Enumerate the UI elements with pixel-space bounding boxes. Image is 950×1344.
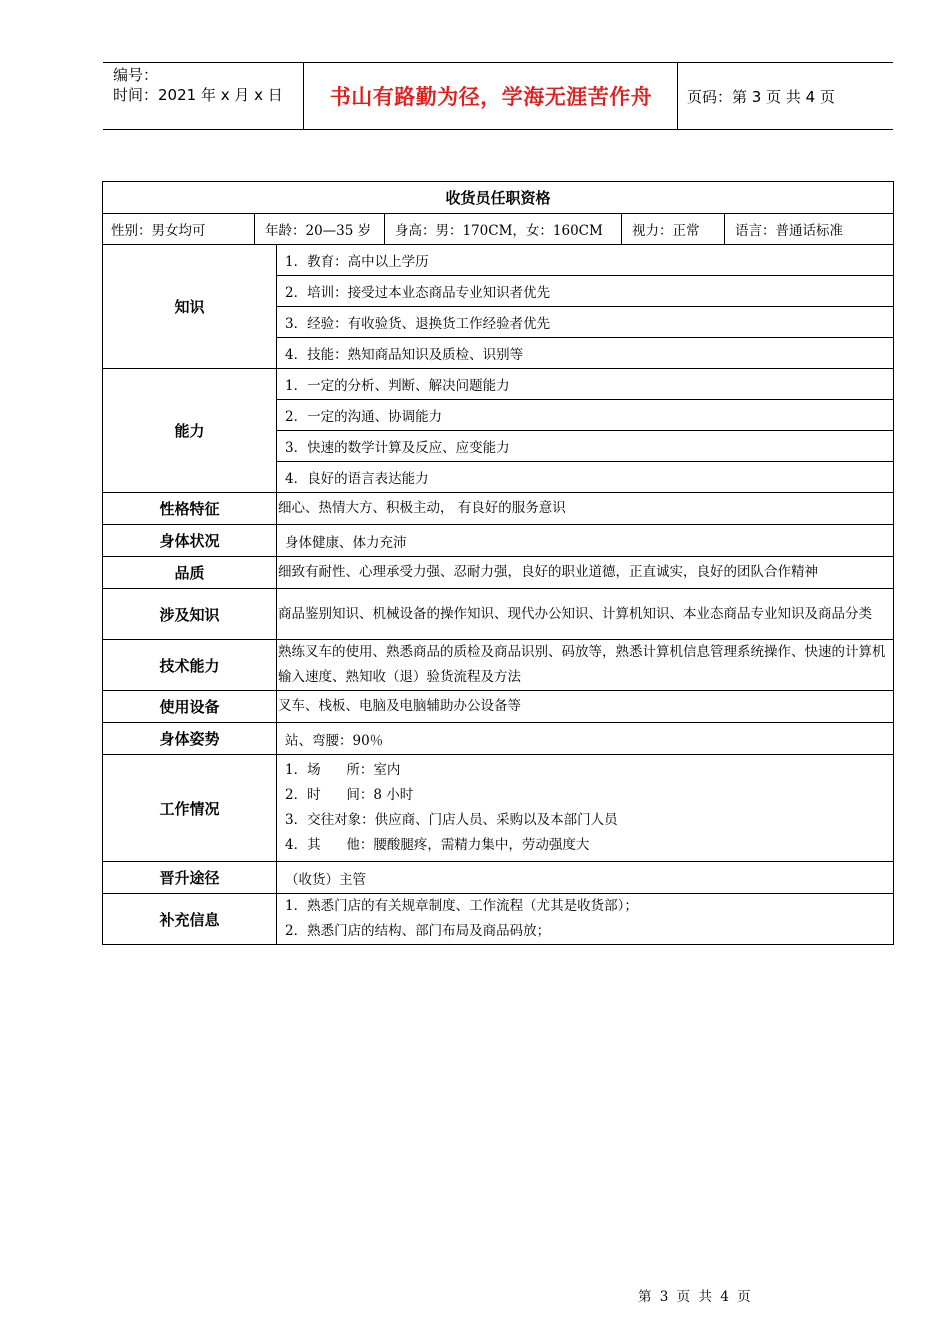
language-requirement: 语言：普通话标准 bbox=[735, 223, 843, 239]
ability-row bbox=[103, 369, 894, 400]
supplement-row bbox=[103, 894, 894, 945]
supplement-line: 2．熟悉门店的结构、部门布局及商品码放； bbox=[285, 923, 551, 939]
equipment-row bbox=[103, 691, 894, 723]
ability-item: 4．良好的语言表达能力 bbox=[277, 462, 894, 493]
supplement-line: 1．熟悉门店的有关规章制度、工作流程（尤其是收货部）； bbox=[285, 898, 638, 914]
knowledge-item: 4．技能：熟知商品知识及质检、识别等 bbox=[277, 338, 894, 369]
ability-item: 3．快速的数学计算及反应、应变能力 bbox=[277, 431, 894, 462]
health-label: 身体状况 bbox=[103, 525, 277, 557]
related-knowledge-row bbox=[103, 589, 894, 640]
gender-requirement: 性别：男女均可 bbox=[103, 214, 255, 244]
posture-row bbox=[103, 723, 894, 755]
ability-item: 2．一定的沟通、协调能力 bbox=[277, 400, 894, 431]
page-footer: 第 3 页 共 4 页 bbox=[638, 1289, 751, 1305]
work-line: 2．时 间：8 小时 bbox=[285, 787, 414, 803]
document-date: 时间：2021 年 x 月 x 日 bbox=[113, 86, 283, 104]
work-line: 1．场 所：室内 bbox=[285, 762, 401, 778]
technical-label: 技术能力 bbox=[103, 640, 277, 691]
work-line: 4．其 他：腰酸腿疼，需精力集中，劳动强度大 bbox=[285, 837, 590, 853]
personality-row bbox=[103, 493, 894, 525]
related-knowledge-value: 商品鉴别知识、机械设备的操作知识、现代办公知识、计算机知识、本业态商品专业知识及商品分类 bbox=[277, 589, 894, 640]
technical-value: 熟练叉车的使用、熟悉商品的质检及商品识别、码放等，熟悉计算机信息管理系统操作、快速的计算机输入速度、熟知收（退）验货流程及方法 bbox=[277, 640, 894, 691]
ability-label: 能力 bbox=[103, 369, 277, 493]
ability-item: 1．一定的分析、判断、解决问题能力 bbox=[277, 369, 894, 400]
page-header bbox=[103, 62, 893, 130]
knowledge-label: 知识 bbox=[103, 245, 277, 369]
technical-row bbox=[103, 640, 894, 691]
knowledge-item: 2．培训：接受过本业态商品专业知识者优先 bbox=[277, 276, 894, 307]
quality-row bbox=[103, 557, 894, 589]
posture-value: 站、弯腰：90％ bbox=[277, 723, 894, 755]
work-row bbox=[103, 755, 894, 862]
table-title: 收货员任职资格 bbox=[103, 182, 894, 214]
supplement-details bbox=[277, 894, 894, 945]
header-motto: 书山有路勤为径，学海无涯苦作舟 bbox=[329, 85, 653, 109]
promotion-label: 晋升途径 bbox=[103, 862, 277, 894]
personality-label: 性格特征 bbox=[103, 493, 277, 525]
age-requirement: 年龄：20—35 岁 bbox=[255, 214, 385, 244]
qualification-table bbox=[102, 181, 894, 945]
personality-value: 细心、热情大方、积极主动， 有良好的服务意识 bbox=[277, 493, 894, 525]
promotion-value: （收货）主管 bbox=[277, 862, 894, 894]
knowledge-item: 1．教育：高中以上学历 bbox=[277, 245, 894, 276]
supplement-label: 补充信息 bbox=[103, 894, 277, 945]
work-line: 3．交往对象：供应商、门店人员、采购以及本部门人员 bbox=[285, 812, 618, 828]
vision-requirement: 视力：正常 bbox=[622, 214, 725, 244]
quality-label: 品质 bbox=[103, 557, 277, 589]
height-requirement: 身高：男：170CM，女：160CM bbox=[385, 214, 622, 244]
header-page-number: 页码：第 3 页 共 4 页 bbox=[687, 87, 835, 106]
equipment-label: 使用设备 bbox=[103, 691, 277, 723]
promotion-row bbox=[103, 862, 894, 894]
work-details bbox=[277, 755, 894, 862]
health-row bbox=[103, 525, 894, 557]
related-knowledge-label: 涉及知识 bbox=[103, 589, 277, 640]
health-value: 身体健康、体力充沛 bbox=[277, 525, 894, 557]
quality-value: 细致有耐性、心理承受力强、忍耐力强，良好的职业道德，正直诚实，良好的团队合作精神 bbox=[277, 557, 894, 589]
header-meta bbox=[113, 65, 283, 105]
document-number: 编号： bbox=[113, 66, 159, 84]
work-label: 工作情况 bbox=[103, 755, 277, 862]
equipment-value: 叉车、栈板、电脑及电脑辅助办公设备等 bbox=[277, 691, 894, 723]
knowledge-row bbox=[103, 245, 894, 276]
posture-label: 身体姿势 bbox=[103, 723, 277, 755]
knowledge-item: 3．经验：有收验货、退换货工作经验者优先 bbox=[277, 307, 894, 338]
attribute-row bbox=[103, 214, 894, 245]
